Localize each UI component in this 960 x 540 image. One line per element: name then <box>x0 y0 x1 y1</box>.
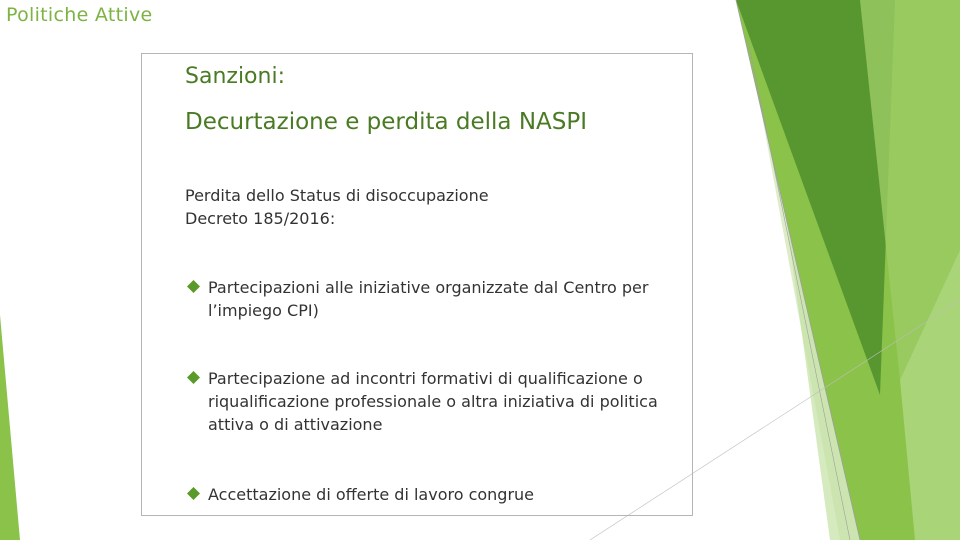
intro-line-decreto: Decreto 185/2016: <box>185 209 336 228</box>
heading-naspi: Decurtazione e perdita della NASPI <box>185 109 588 135</box>
heading-sanzioni: Sanzioni: <box>185 64 285 89</box>
slide-title: Politiche Attive <box>6 4 153 26</box>
diamond-icon <box>187 280 200 293</box>
intro-text <box>185 184 489 230</box>
intro-line-status: Perdita dello Status di disoccupazione <box>185 186 489 205</box>
bullet-text: Partecipazioni alle iniziative organizzate dal Centro per l’impiego CPI) <box>208 278 649 320</box>
bullet-text: Accettazione di offerte di lavoro congrue <box>208 485 535 504</box>
diamond-icon <box>187 371 200 384</box>
bullet-text: Partecipazione ad incontri formativi di qualificazione o riqualificazione professionale o altra iniziativa di politica attiva o di attivazione <box>208 369 658 434</box>
left-accent-shape <box>0 315 20 540</box>
diamond-icon <box>187 487 200 500</box>
